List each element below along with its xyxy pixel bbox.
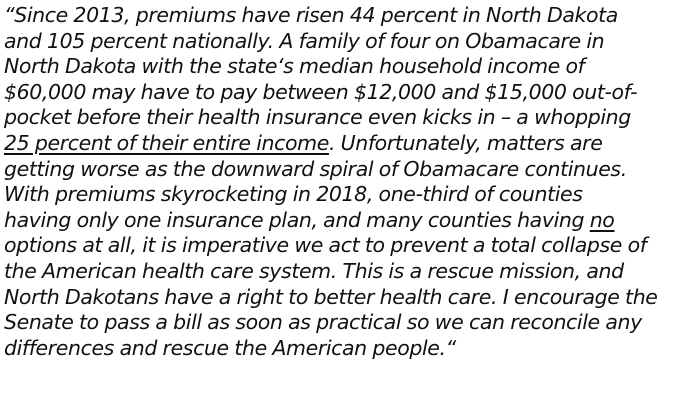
quote-line [4,208,680,234]
underlined-emphasis: no [589,207,615,232]
quote-line: differences and rescue the American people.“ [4,335,456,360]
quote-text: . Unfortunately, matters are [328,130,603,155]
quote-line [4,131,680,157]
quote-line: North Dakota with the state‘s median household income of [4,54,585,79]
quote-line: the American health care system. This is a rescue mission, and [4,258,624,283]
quote-line: options at all, it is imperative we act to prevent a total collapse of [4,233,647,258]
quote-line: Senate to pass a bill as soon as practical so we can reconcile any [4,310,642,335]
quote-line: North Dakotans have a right to better health care. I encourage the [4,284,658,309]
quote-text: having only one insurance plan, and many counties having [4,207,590,232]
quote-block [4,3,680,361]
quote-line: pocket before their health insurance even kicks in – a whopping [4,105,631,130]
underlined-emphasis: 25 percent of their entire income [4,130,329,155]
quote-line: $60,000 may have to pay between $12,000 and $15,000 out-of- [4,79,638,104]
quote-line: getting worse as the downward spiral of Obamacare continues. [4,156,627,181]
quote-line: and 105 percent nationally. A family of four on Obamacare in [4,28,605,53]
quote-line: With premiums skyrocketing in 2018, one-third of counties [4,182,583,207]
quote-line: “Since 2013, premiums have risen 44 percent in North Dakota [4,3,618,27]
